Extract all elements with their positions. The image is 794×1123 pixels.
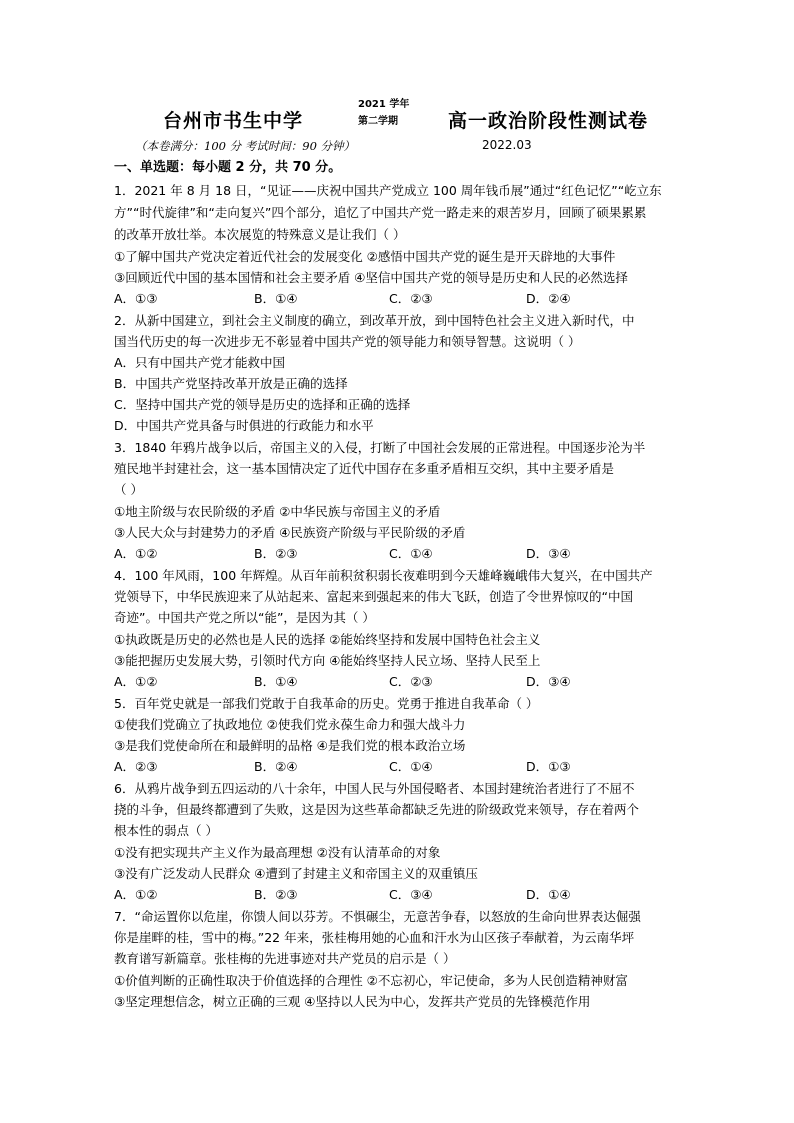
choice-c: C．①④ xyxy=(389,546,433,561)
question-7-option: ③坚定理想信念，树立正确的三观 ④坚持以人民为中心，发挥共产党员的先锋模范作用 xyxy=(114,994,591,1009)
choice-a: A．①② xyxy=(114,546,158,561)
question-1-line: 的改革开放壮举。本次展览的特殊意义是让我们（ ） xyxy=(114,227,406,242)
choice-a: A．①② xyxy=(114,674,158,689)
choice-d: D．③④ xyxy=(526,546,571,561)
question-3-line: （ ） xyxy=(114,482,143,497)
question-6-line: 挠的斗争，但最终都遭到了失败，这是因为这些革命都缺乏先进的阶级政党来领导，存在着两个 xyxy=(114,802,640,817)
question-3-option: ③人民大众与封建势力的矛盾 ④民族资产阶级与平民阶级的矛盾 xyxy=(114,525,466,540)
question-1-line: 1．2021 年 8 月 18 日，“见证——庆祝中国共产党成立 100 周年钱币展”通过“红色记忆”“屹立东 xyxy=(114,183,662,198)
question-5-line: 5．百年党史就是一部我们党敢于自我革命的历史。党勇于推进自我革命（ ） xyxy=(114,696,539,711)
section-heading: 一、单选题：每小题 2 分，共 70 分。 xyxy=(114,160,342,175)
question-2-line: 2．从新中国建立，到社会主义制度的确立，到改革开放，到中国特色社会主义进入新时代，中 xyxy=(114,313,635,328)
choice-c: C．②③ xyxy=(389,674,433,689)
choice-b: B．②③ xyxy=(254,546,298,561)
question-3-line: 3．1840 年鸦片战争以后，帝国主义的入侵，打断了中国社会发展的正常进程。中国逐步沦为半 xyxy=(114,440,646,455)
question-6-option: ①没有把实现共产主义作为最高理想 ②没有认清革命的对象 xyxy=(114,845,441,860)
question-4-option: ③能把握历史发展大势，引领时代方向 ④能始终坚持人民立场、坚持人民至上 xyxy=(114,653,541,668)
choice-b: B．②④ xyxy=(254,759,298,774)
exam-date: 2022.03 xyxy=(482,138,532,152)
choice-b: B．①④ xyxy=(254,291,298,306)
question-2-option: C．坚持中国共产党的领导是历史的选择和正确的选择 xyxy=(114,397,411,412)
question-5-option: ③是我们党使命所在和最鲜明的品格 ④是我们党的根本政治立场 xyxy=(114,738,466,753)
question-3-line: 殖民地半封建社会，这一基本国情决定了近代中国存在多重矛盾相互交织，其中主要矛盾是 xyxy=(114,461,615,476)
question-2-option: D．中国共产党具备与时俱进的行政能力和水平 xyxy=(114,418,374,433)
question-4-line: 党领导下，中华民族迎来了从站起来、富起来到强起来的伟大飞跃，创造了令世界惊叹的“中国 xyxy=(114,589,633,604)
exam-info: （本卷满分：100 分 考试时间：90 分钟） xyxy=(135,139,356,153)
choice-d: D．②④ xyxy=(526,291,571,306)
question-2-option: B．中国共产党坚持改革开放是正确的选择 xyxy=(114,376,348,391)
school-name: 台州市书生中学 xyxy=(163,110,304,132)
school-term: 第二学期 xyxy=(358,116,398,127)
choice-c: C．①④ xyxy=(389,759,433,774)
question-5-option: ①使我们党确立了执政地位 ②使我们党永葆生命力和强大战斗力 xyxy=(114,717,466,732)
question-2-option: A．只有中国共产党才能救中国 xyxy=(114,355,286,370)
choice-b: B．①④ xyxy=(254,674,298,689)
choice-d: D．①③ xyxy=(526,759,571,774)
question-7-line: 你是崖畔的桂，雪中的梅。”22 年来，张桂梅用她的心血和汗水为山区孩子奉献着，为云南华坪 xyxy=(114,930,635,945)
choice-a: A．①② xyxy=(114,887,158,902)
question-1-option: ①了解中国共产党决定着近代社会的发展变化 ②感悟中国共产党的诞生是开天辟地的大事件 xyxy=(114,249,616,264)
question-7-option: ①价值判断的正确性取决于价值选择的合理性 ②不忘初心，牢记使命，多为人民创造精神财富 xyxy=(114,973,628,988)
school-year: 2021 学年 xyxy=(358,99,410,110)
choice-b: B．②③ xyxy=(254,887,298,902)
question-1-line: 方”“时代旋律”和“走向复兴”四个部分，追忆了中国共产党一路走来的艰苦岁月，回顾了硕果累累 xyxy=(114,205,647,220)
choice-a: A．①③ xyxy=(114,291,158,306)
question-1-option: ③回顾近代中国的基本国情和社会主要矛盾 ④坚信中国共产党的领导是历史和人民的必然选择 xyxy=(114,270,628,285)
choice-a: A．②③ xyxy=(114,759,158,774)
choice-c: C．②③ xyxy=(389,291,433,306)
choice-c: C．③④ xyxy=(389,887,433,902)
choice-d: D．①④ xyxy=(526,887,571,902)
question-4-option: ①执政既是历史的必然也是人民的选择 ②能始终坚持和发展中国特色社会主义 xyxy=(114,632,541,647)
question-7-line: 教育谱写新篇章。张桂梅的先进事迹对共产党员的启示是（ ） xyxy=(114,951,456,966)
choice-d: D．③④ xyxy=(526,674,571,689)
question-6-option: ③没有广泛发动人民群众 ④遭到了封建主义和帝国主义的双重镇压 xyxy=(114,866,478,881)
question-6-line: 6．从鸦片战争到五四运动的八十余年，中国人民与外国侵略者、本国封建统治者进行了不屈不 xyxy=(114,781,635,796)
exam-title: 高一政治阶段性测试卷 xyxy=(448,110,649,132)
question-6-line: 根本性的弱点（ ） xyxy=(114,823,218,838)
question-2-line: 国当代历史的每一次进步无不彰显着中国共产党的领导能力和领导智慧。这说明（ ） xyxy=(114,334,581,349)
question-4-line: 奇迹”。中国共产党之所以“能”，是因为其（ ） xyxy=(114,610,375,625)
question-7-line: 7．“命运置你以危崖，你馈人间以芬芳。不惧碾尘，无意苦争春，以怒放的生命向世界表达倔强 xyxy=(114,909,641,924)
question-3-option: ①地主阶级与农民阶级的矛盾 ②中华民族与帝国主义的矛盾 xyxy=(114,504,441,519)
question-4-line: 4．100 年风雨，100 年辉煌。从百年前积贫积弱长夜难明到今天雄峰巍峨伟大复兴，在中国共产 xyxy=(114,568,653,583)
